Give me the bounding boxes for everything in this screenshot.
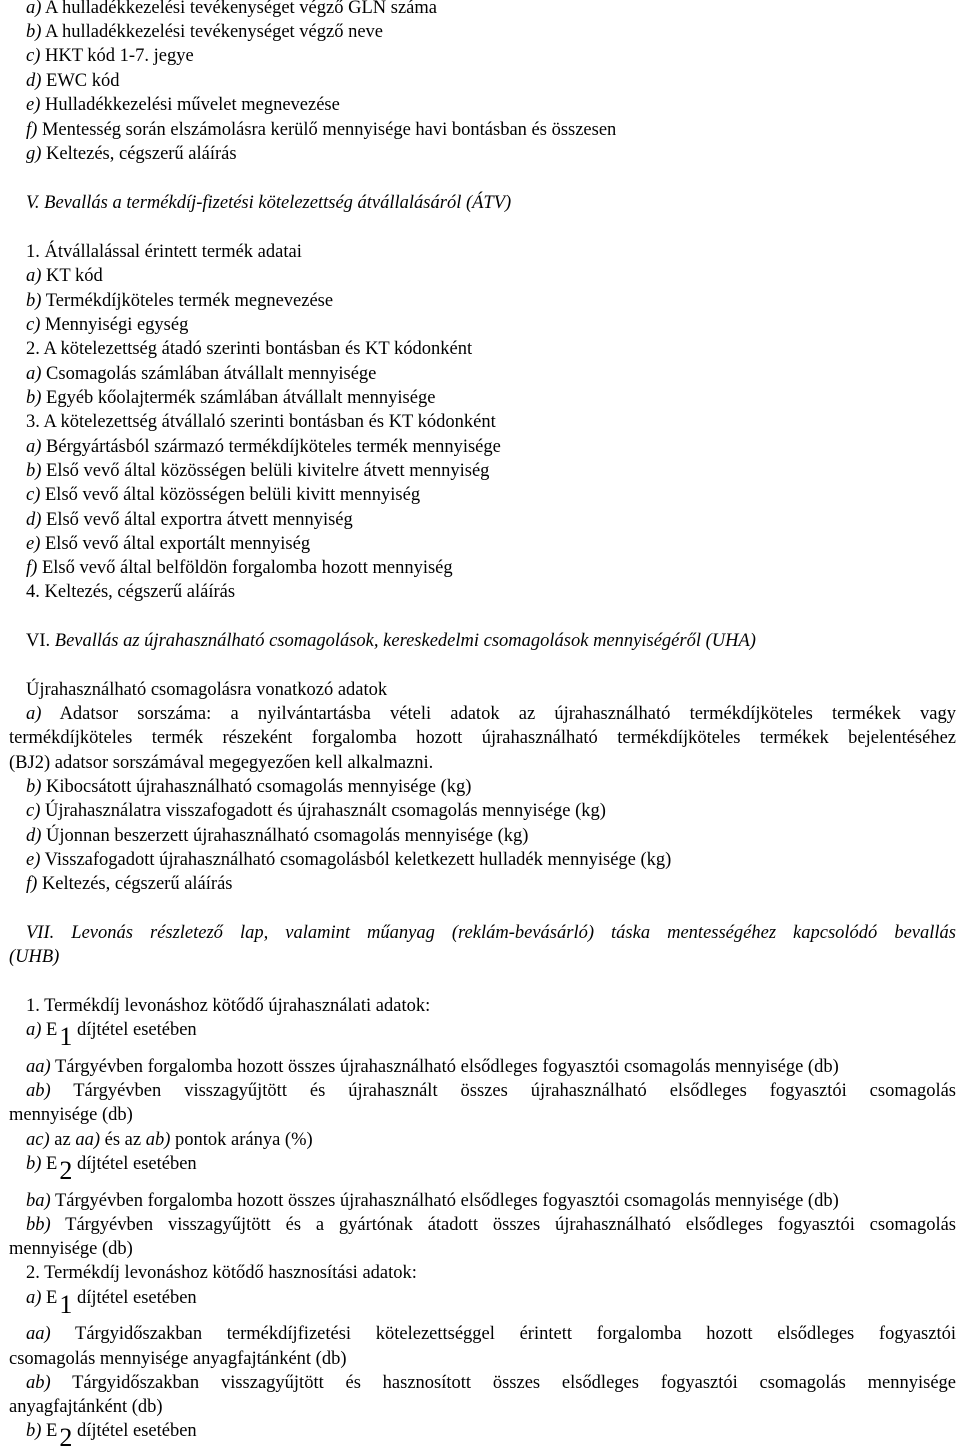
list-item-cont: mennyisége (db)	[9, 1239, 133, 1259]
paragraph-line: (BJ2) adatsor sorszámával megegyezően kell alkalmazni.	[9, 753, 434, 773]
list-item: b) E2 díjtétel esetében	[26, 1154, 197, 1185]
section-heading: V. Bevallás a termékdíj-fizetési kötelezettség átvállalásáról (ÁTV)	[26, 193, 512, 213]
list-item: c) Első vevő által közösségen belüli kivitt mennyiség	[26, 485, 421, 505]
list-item: 4. Keltezés, cégszerű aláírás	[26, 582, 236, 602]
list-item: d) Újonnan beszerzett újrahasználható csomagolás mennyisége (kg)	[26, 826, 529, 846]
list-item: b) E2 díjtétel esetében	[26, 1421, 197, 1452]
list-item: e) Hulladékkezelési művelet megnevezése	[26, 95, 340, 115]
list-item: c) Újrahasználatra visszafogadott és újrahasznált csomagolás mennyisége (kg)	[26, 801, 606, 821]
list-item: a) E1 díjtétel esetében	[26, 1288, 197, 1319]
list-item: f) Keltezés, cégszerű aláírás	[26, 874, 233, 894]
list-item: g) Keltezés, cégszerű aláírás	[26, 144, 237, 164]
list-item: a) KT kód	[26, 266, 103, 286]
list-item: aa) Tárgyévben forgalomba hozott összes újrahasználható elsődleges fogyasztói csomagolás mennyisége (db)	[26, 1057, 839, 1077]
list-item-cont: csomagolás mennyisége anyagfajtánként (db)	[9, 1349, 347, 1369]
section-heading: VI. Bevallás az újrahasználható csomagolások, kereskedelmi csomagolások mennyiségéről (UHA)	[26, 631, 756, 651]
list-item: ac) az aa) és az ab) pontok aránya (%)	[26, 1130, 313, 1150]
subsection-heading: Újrahasználható csomagolásra vonatkozó adatok	[26, 680, 388, 700]
list-item: b) Kibocsátott újrahasználható csomagolás mennyisége (kg)	[26, 777, 472, 797]
list-item-cont: anyagfajtánként (db)	[9, 1397, 163, 1417]
paragraph-line: termékdíjköteles termék részeként forgalomba hozott újrahasználható termékdíjköteles termékek bejelentéséhez	[9, 728, 956, 748]
list-item: c) HKT kód 1-7. jegye	[26, 46, 194, 66]
list-item: ab) Tárgyévben visszagyűjtött és újrahasznált összes újrahasználható elsődleges fogyasztói csomagolás	[26, 1081, 956, 1101]
list-item: a) E1 díjtétel esetében	[26, 1020, 197, 1051]
list-item: f) Első vevő által belföldön forgalomba hozott mennyiség	[26, 558, 453, 578]
list-item: ab) Tárgyidőszakban visszagyűjtött és hasznosított összes elsődleges fogyasztói csomagolás mennyisége	[26, 1373, 956, 1393]
list-item: a) Csomagolás számlában átvállalt mennyisége	[26, 364, 377, 384]
section-heading-cont: (UHB)	[9, 947, 60, 967]
list-item: e) Első vevő által exportált mennyiség	[26, 534, 311, 554]
list-item: b) A hulladékkezelési tevékenységet végző neve	[26, 22, 384, 42]
list-item: 2. A kötelezettség átadó szerinti bontásban és KT kódonként	[26, 339, 473, 359]
list-item: e) Visszafogadott újrahasználható csomagolásból keletkezett hulladék mennyisége (kg)	[26, 850, 672, 870]
list-item: d) Első vevő által exportra átvett mennyiség	[26, 510, 353, 530]
list-item: b) Első vevő által közösségen belüli kivitelre átvett mennyiség	[26, 461, 490, 481]
subsection-heading: 1. Termékdíj levonáshoz kötődő újrahasználati adatok:	[26, 996, 431, 1016]
list-item: c) Mennyiségi egység	[26, 315, 189, 335]
list-item: 1. Átvállalással érintett termék adatai	[26, 242, 302, 262]
list-item: b) Termékdíjköteles termék megnevezése	[26, 291, 334, 311]
subsection-heading: 2. Termékdíj levonáshoz kötődő hasznosítási adatok:	[26, 1263, 417, 1283]
list-item-cont: mennyisége (db)	[9, 1105, 133, 1125]
list-item: aa) Tárgyidőszakban termékdíjfizetési kötelezettséggel érintett forgalomba hozott elsődleges fogyasztói	[26, 1324, 956, 1344]
list-item: b) Egyéb kőolajtermék számlában átvállalt mennyisége	[26, 388, 436, 408]
list-item: bb) Tárgyévben visszagyűjtött és a gyártónak átadott összes újrahasználható elsődleges fogyasztói csomagolás	[26, 1215, 956, 1235]
list-item: a) A hulladékkezelési tevékenységet végző GLN száma	[26, 0, 437, 18]
list-item: a) Bérgyártásból származó termékdíjköteles termék mennyisége	[26, 437, 501, 457]
list-item: 3. A kötelezettség átvállaló szerinti bontásban és KT kódonként	[26, 412, 496, 432]
list-item: f) Mentesség során elszámolásra kerülő mennyisége havi bontásban és összesen	[26, 120, 617, 140]
list-item: ba) Tárgyévben forgalomba hozott összes újrahasználható elsődleges fogyasztói csomagolás mennyisége (db)	[26, 1191, 839, 1211]
section-heading: VII. Levonás részletező lap, valamint műanyag (reklám-bevásárló) táska mentességéhez kapcsolódó bevallás	[26, 923, 956, 943]
list-item: d) EWC kód	[26, 71, 120, 91]
paragraph-line: a) Adatsor sorszáma: a nyilvántartásba vételi adatok az újrahasználható termékdíjköteles termékek vagy	[26, 704, 956, 724]
